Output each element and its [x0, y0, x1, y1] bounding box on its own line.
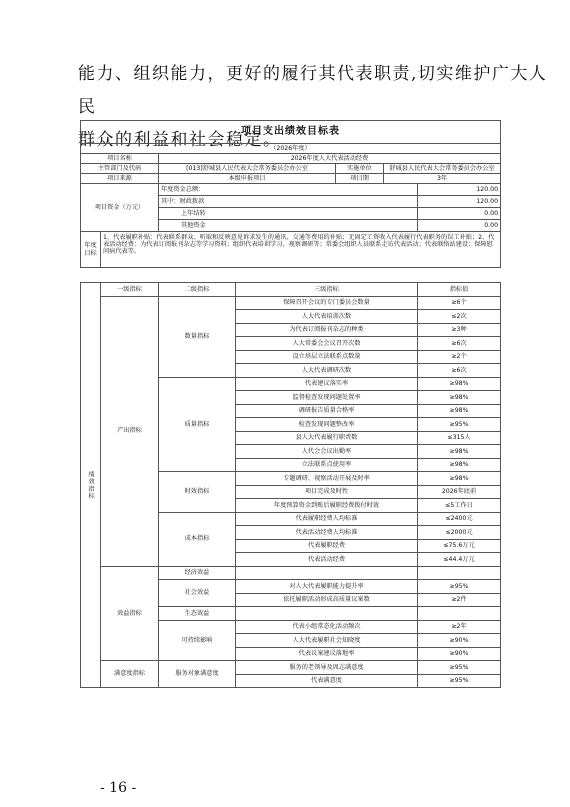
indicator-value-cell: ≥2个 — [418, 350, 501, 364]
level3-cell: 保障召开会议的专门委员会数量 — [236, 296, 418, 310]
intro-line-2: 群众的利益和社会稳定。 — [78, 130, 282, 150]
indicator-value-cell — [418, 607, 501, 621]
indicator-value-cell: ≥3种 — [418, 323, 501, 337]
level3-cell — [236, 566, 418, 580]
indicator-value-cell: ≥98% — [418, 404, 501, 418]
level3-cell: 人代会会议出勤率 — [236, 445, 418, 459]
table-title: 项目支出绩效目标表 — [81, 121, 501, 144]
project-name-label: 项目名称 — [81, 154, 159, 164]
indicator-value-cell: ≥98% — [418, 445, 501, 459]
level3-cell: 人大代表培训次数 — [236, 310, 418, 324]
level3-cell: 依托履职活动形成高质量议案数 — [236, 593, 418, 607]
indicator-value-cell: ≤2次 — [418, 310, 501, 324]
period-value: 3年 — [384, 174, 501, 184]
funds-carry-label: 上年结转 — [159, 208, 418, 220]
performance-label: 绩效指标 — [81, 283, 101, 688]
level3-cell: 代表建议落实率 — [236, 377, 418, 391]
annual-goal-label: 年度目标 — [81, 232, 101, 268]
level3-cell: 调研报告质量合格率 — [236, 404, 418, 418]
level3-cell: 为代表订阅报刊杂志的种类 — [236, 323, 418, 337]
table-year: （2026年度） — [81, 144, 501, 154]
level3-cell: 检查发现问题整改率 — [236, 418, 418, 432]
funds-label: 项目资金（万元） — [81, 184, 159, 232]
impl-value: 舒城县人民代表大会常务委员会办公室 — [384, 164, 501, 174]
level3-cell: 代表活动经费人均标准 — [236, 526, 418, 540]
level3-cell: 对人大代表履职能力提升率 — [236, 580, 418, 594]
source-label: 项目来源 — [81, 174, 159, 184]
annual-goal-text: 1、代表履职补贴：代表联系群众、听取和反映意见诉求发生的通讯、交通等费用的补贴；无固定工资收入代表履行代表职务的误工补贴；2、代表活动经费：为代表订阅报刊杂志等学习资料；组织代表培训学习、视察调研等；常委会组织人员联系走访代表活动；代表联络站建设；保障慰问病代表等。 — [101, 232, 501, 268]
level3-cell — [236, 607, 418, 621]
indicator-value-cell: ≥98% — [418, 391, 501, 405]
dept-value: [013]舒城县人民代表大会常务委员会办公室 — [159, 164, 336, 174]
level3-cell: 项目完成及时性 — [236, 485, 418, 499]
level2-cell: 数量指标 — [159, 296, 236, 377]
project-name-value: 2026年度人大代表活动经费 — [159, 154, 501, 164]
funds-fiscal-value: 120.00 — [418, 196, 501, 208]
level3-cell: 人大代表履职社会知晓度 — [236, 634, 418, 648]
level2-cell: 成本指标 — [159, 512, 236, 566]
level3-cell: 代表小组常态化活动频次 — [236, 620, 418, 634]
indicator-value-cell: ≥98% — [418, 472, 501, 486]
indicator-value-cell: ≥95% — [418, 580, 501, 594]
value-header: 指标值 — [418, 283, 501, 297]
indicator-value-cell: ≥90% — [418, 634, 501, 648]
table-row — [81, 296, 501, 310]
funds-fiscal-label: 其中：财政拨款 — [159, 196, 418, 208]
funds-other-value: 0.00 — [418, 220, 501, 232]
level3-cell: 代表履职经费 — [236, 539, 418, 553]
indicator-value-cell: ≥95% — [418, 661, 501, 675]
indicator-value-cell — [418, 566, 501, 580]
level3-cell: 人大常委会会议召开次数 — [236, 337, 418, 351]
level3-cell: 服务的老领导及周志满意度 — [236, 661, 418, 675]
level3-cell: 监督检查发现问题处置率 — [236, 391, 418, 405]
indicator-value-cell: 2026年底前 — [418, 485, 501, 499]
level2-cell: 经济效益 — [159, 566, 236, 580]
indicator-value-cell: ≤2400元 — [418, 512, 501, 526]
table-spacer — [81, 268, 501, 283]
table-row — [81, 566, 501, 580]
indicator-value-cell: ≤44.4万元 — [418, 553, 501, 567]
level1-header: 一级指标 — [101, 283, 159, 297]
indicator-value-cell: ≥98% — [418, 377, 501, 391]
funds-carry-value: 0.00 — [418, 208, 501, 220]
level3-header: 三级指标 — [236, 283, 418, 297]
level2-cell: 服务对象满意度 — [159, 661, 236, 688]
funds-total-value: 120.00 — [418, 184, 501, 196]
table-row — [81, 661, 501, 675]
level3-cell: 年度预算资金到账后履职经费拨付时效 — [236, 499, 418, 513]
indicator-value-cell: ≤2000元 — [418, 526, 501, 540]
level2-cell: 质量指标 — [159, 377, 236, 472]
page-number: - 16 - — [100, 780, 137, 796]
level1-cell: 效益指标 — [101, 566, 159, 661]
period-label: 项目期 — [336, 174, 384, 184]
indicator-value-cell: ≥6次 — [418, 364, 501, 378]
indicator-value-cell: ≥2年 — [418, 620, 501, 634]
indicator-value-cell: ≤315人 — [418, 431, 501, 445]
level2-cell: 可持续影响 — [159, 620, 236, 661]
indicator-value-cell: ≤5工作日 — [418, 499, 501, 513]
indicator-value-cell: ≥90% — [418, 647, 501, 661]
level3-cell: 县人大代表履行职责数 — [236, 431, 418, 445]
level3-cell: 专题调研、视察活动开展及时率 — [236, 472, 418, 486]
indicator-value-cell: ≤75.6万元 — [418, 539, 501, 553]
level2-header: 二级指标 — [159, 283, 236, 297]
table — [80, 120, 501, 688]
dept-label: 主管部门及代码 — [81, 164, 159, 174]
funds-other-label: 其他资金 — [159, 220, 418, 232]
intro-line-1: 能力、组织能力，更好的履行其代表职责,切实维护广大人民 — [78, 64, 548, 117]
indicator-value-cell: ≥6个 — [418, 296, 501, 310]
level3-cell: 设立基层立法联系点数量 — [236, 350, 418, 364]
indicator-value-cell: ≥95% — [418, 418, 501, 432]
indicator-value-cell: ≥6次 — [418, 337, 501, 351]
source-value: 本级申报项目 — [159, 174, 336, 184]
performance-target-table — [80, 120, 500, 748]
level3-cell: 代表议案建议落地率 — [236, 647, 418, 661]
performance-indicators — [81, 283, 501, 688]
indicator-value-cell: ≥98% — [418, 458, 501, 472]
indicator-value-cell: ≥2件 — [418, 593, 501, 607]
funds-total-label: 年度资金总额： — [159, 184, 418, 196]
level2-cell: 生态效益 — [159, 607, 236, 621]
indicator-value-cell: ≥95% — [418, 674, 501, 688]
level3-cell: 人大代表调研次数 — [236, 364, 418, 378]
level3-cell: 代表履职经费人均标准 — [236, 512, 418, 526]
level3-cell: 代表满意度 — [236, 674, 418, 688]
impl-label: 实施单位 — [336, 164, 384, 174]
level3-cell: 代表活动经费 — [236, 553, 418, 567]
level1-cell: 满意度指标 — [101, 661, 159, 688]
level3-cell: 立法联系点使用率 — [236, 458, 418, 472]
level2-cell: 时效指标 — [159, 472, 236, 513]
level1-cell: 产出指标 — [101, 296, 159, 566]
level2-cell: 社会效益 — [159, 580, 236, 607]
